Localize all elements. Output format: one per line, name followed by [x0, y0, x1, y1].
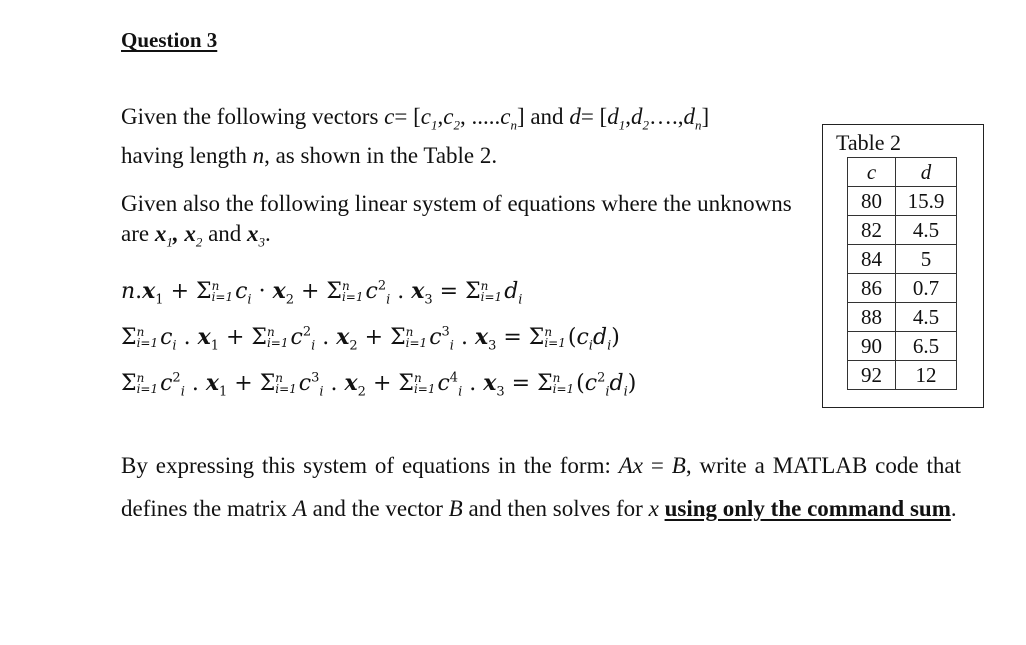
superscript: 2	[597, 370, 606, 386]
text: ]	[701, 104, 710, 129]
cell-d: 6.5	[896, 332, 957, 361]
subscript: n	[694, 117, 702, 133]
sigma-symbol: Σ	[121, 325, 137, 350]
upper-limit: n	[544, 325, 553, 339]
lower-limit: i=1	[136, 336, 159, 350]
var-x: x	[142, 278, 156, 304]
paren: (	[567, 325, 577, 350]
var-a: A	[292, 496, 307, 521]
subscript: 1	[218, 384, 228, 400]
sigma-symbol: Σ	[528, 325, 545, 350]
sum-limits	[267, 327, 289, 349]
lower-limit: i=1	[211, 290, 234, 304]
data-table	[847, 157, 957, 390]
superscript: 2	[377, 278, 387, 294]
task-paragraph	[121, 444, 961, 530]
var-d: d	[609, 371, 624, 396]
op: .	[184, 371, 206, 396]
var-x: x	[411, 278, 425, 304]
var-b: B	[671, 453, 686, 478]
table-title: Table 2	[836, 130, 902, 155]
var-x: x	[272, 278, 286, 304]
text: and then solves for	[462, 496, 649, 521]
var-c: c	[384, 104, 395, 129]
var-x: x	[197, 324, 211, 350]
table-row	[848, 303, 957, 332]
upper-limit: n	[275, 371, 283, 385]
sigma-symbol: Σ	[251, 325, 267, 350]
lower-limit: i=1	[552, 382, 575, 396]
subscript: i	[311, 338, 316, 354]
sum-limits	[406, 327, 428, 349]
lower-limit: i=1	[136, 382, 159, 396]
paren: )	[627, 371, 637, 396]
subscript: 1	[155, 292, 164, 308]
lower-limit: i=1	[266, 336, 289, 350]
text: and	[202, 221, 248, 246]
op: .	[176, 325, 198, 350]
var-c: c	[420, 104, 431, 129]
sigma-symbol: Σ	[196, 279, 212, 304]
sigma-symbol: Σ	[326, 279, 342, 304]
cell-c: 84	[848, 245, 896, 274]
subscript: 1	[166, 234, 173, 250]
cell-d: 15.9	[896, 187, 957, 216]
paren: )	[611, 325, 620, 350]
op: =	[432, 279, 466, 304]
sum-limits	[414, 373, 436, 395]
header-c: c	[848, 158, 896, 187]
var-c: c	[429, 325, 442, 350]
sum-limits	[137, 327, 159, 349]
var-c: c	[500, 104, 511, 129]
text: ] and	[516, 104, 570, 129]
op: +	[218, 325, 252, 350]
header-d: d	[896, 158, 957, 187]
table-row	[848, 216, 957, 245]
cell-c: 88	[848, 303, 896, 332]
op: +	[365, 371, 399, 396]
unknowns-paragraph	[121, 189, 801, 258]
text: = [	[394, 104, 421, 129]
cell-d: 5	[896, 245, 957, 274]
subscript: i	[319, 384, 324, 400]
sum-limits	[481, 281, 503, 303]
table-row	[848, 187, 957, 216]
var-c: c	[160, 371, 173, 396]
sigma-symbol: Σ	[390, 325, 406, 350]
var-b: B	[448, 496, 463, 521]
var-d: d	[630, 104, 643, 129]
op: =	[504, 371, 538, 396]
text: having length	[121, 142, 253, 168]
upper-limit: n	[136, 325, 145, 339]
var-c: c	[437, 371, 450, 396]
var-x: x	[154, 221, 167, 246]
text: , as shown in the Table 2.	[264, 142, 498, 168]
subscript: i	[386, 292, 391, 308]
lower-limit: i=1	[275, 382, 297, 396]
text: , .....	[459, 104, 501, 129]
question-heading: Question 3	[121, 28, 218, 52]
var-c: c	[290, 325, 303, 350]
sigma-symbol: Σ	[121, 371, 137, 396]
superscript: 4	[449, 370, 459, 386]
op: +	[357, 325, 391, 350]
subscript: 2	[357, 384, 366, 400]
var-x: x	[247, 221, 259, 246]
sigma-symbol: Σ	[465, 279, 481, 304]
sigma-symbol: Σ	[398, 371, 414, 396]
text: = [	[580, 104, 608, 129]
cell-d: 0.7	[896, 274, 957, 303]
subscript: 3	[496, 384, 505, 400]
var-c: c	[443, 104, 454, 129]
subscript: 2	[349, 338, 358, 354]
text: =	[643, 453, 672, 478]
sum-limits	[553, 373, 575, 395]
sum-limits	[275, 373, 297, 395]
subscript: 1	[431, 117, 438, 133]
cell-c: 92	[848, 361, 896, 390]
subscript: 1	[618, 117, 626, 133]
subscript: 2	[453, 117, 460, 133]
emphasis-text: using only the command sum	[664, 496, 951, 521]
equation-3	[121, 370, 636, 399]
subscript: 2	[285, 292, 294, 308]
upper-limit: n	[405, 325, 414, 339]
cell-c: 80	[848, 187, 896, 216]
upper-limit: n	[211, 279, 220, 293]
paren: (	[576, 371, 585, 396]
upper-limit: n	[480, 279, 489, 293]
subscript: 1	[210, 338, 219, 354]
op: +	[293, 279, 327, 304]
var-x: x	[344, 370, 358, 396]
table-2-box	[822, 124, 984, 408]
intro-paragraph	[121, 102, 801, 171]
table-row	[848, 332, 957, 361]
subscript: i	[247, 292, 252, 308]
table-header-row	[848, 158, 957, 187]
sum-limits	[342, 281, 364, 303]
var-x: x	[648, 496, 659, 521]
sigma-symbol: Σ	[537, 371, 553, 396]
subscript: i	[172, 338, 177, 354]
text: Given the following vectors	[121, 104, 385, 129]
var-x: x	[474, 324, 489, 350]
var-ax: Ax	[618, 453, 644, 478]
op: .	[462, 371, 484, 396]
lower-limit: i=1	[544, 336, 566, 350]
var-n: n	[121, 279, 136, 304]
var-x: x	[205, 370, 219, 396]
cell-c: 86	[848, 274, 896, 303]
text: ,	[437, 104, 444, 129]
var-x: x	[483, 370, 497, 396]
var-c: c	[584, 371, 598, 396]
var-c: c	[160, 325, 173, 350]
subscript: i	[607, 338, 612, 354]
var-d: d	[607, 104, 619, 129]
text: and the vector	[306, 496, 449, 521]
superscript: 3	[311, 370, 320, 386]
cell-d: 4.5	[896, 303, 957, 332]
var-x: x	[184, 221, 196, 246]
subscript: i	[588, 338, 593, 354]
superscript: 3	[441, 324, 450, 340]
cell-d: 12	[896, 361, 957, 390]
subscript: i	[518, 292, 523, 308]
text: ,	[172, 221, 185, 246]
var-n: n	[252, 142, 265, 168]
cell-c: 82	[848, 216, 896, 245]
upper-limit: n	[552, 371, 561, 385]
equation-2	[121, 324, 620, 353]
var-d: d	[569, 104, 581, 129]
text: ,	[625, 104, 631, 129]
subscript: i	[180, 384, 185, 400]
superscript: 2	[172, 370, 181, 386]
equation-1	[121, 278, 522, 307]
lower-limit: i=1	[405, 336, 428, 350]
op: .	[390, 279, 412, 304]
text: .	[265, 221, 271, 246]
sum-limits	[544, 327, 566, 349]
upper-limit: n	[266, 325, 275, 339]
upper-limit: n	[341, 279, 350, 293]
sigma-symbol: Σ	[259, 371, 276, 396]
subscript: 3	[258, 234, 266, 250]
subscript: 3	[488, 338, 497, 354]
var-x: x	[336, 324, 350, 350]
op: .	[135, 279, 143, 304]
subscript: 2	[642, 117, 649, 133]
superscript: 2	[302, 324, 312, 340]
var-c: c	[298, 371, 312, 396]
text: Given also the following linear system of equations where the unknowns are	[121, 191, 792, 246]
cell-c: 90	[848, 332, 896, 361]
var-c: c	[235, 279, 248, 304]
subscript: i	[623, 384, 628, 400]
op: ·	[251, 279, 273, 304]
lower-limit: i=1	[341, 290, 364, 304]
op: .	[315, 325, 337, 350]
op: .	[323, 371, 345, 396]
subscript: i	[458, 384, 463, 400]
subscript: n	[510, 117, 517, 133]
upper-limit: n	[136, 371, 145, 385]
op: +	[227, 371, 260, 396]
op: +	[163, 279, 196, 304]
table-row	[848, 274, 957, 303]
var-c: c	[576, 325, 589, 350]
var-c: c	[365, 279, 378, 304]
text: .	[950, 496, 957, 521]
op: =	[496, 325, 529, 350]
subscript: 3	[424, 292, 433, 308]
var-d: d	[683, 104, 695, 129]
text: , write a MATLAB code that defines the matrix	[121, 453, 961, 521]
table-row	[848, 245, 957, 274]
var-d: d	[504, 279, 519, 304]
var-d: d	[592, 325, 608, 350]
upper-limit: n	[413, 371, 422, 385]
text: By expressing this system of equations in the form:	[121, 453, 619, 478]
text: ….,	[648, 104, 684, 129]
subscript: i	[449, 338, 454, 354]
subscript: 2	[195, 234, 203, 250]
sum-limits	[212, 281, 234, 303]
subscript: i	[605, 384, 610, 400]
sum-limits	[137, 373, 159, 395]
cell-d: 4.5	[896, 216, 957, 245]
lower-limit: i=1	[480, 290, 503, 304]
table-row	[848, 361, 957, 390]
lower-limit: i=1	[413, 382, 436, 396]
op: .	[453, 325, 475, 350]
